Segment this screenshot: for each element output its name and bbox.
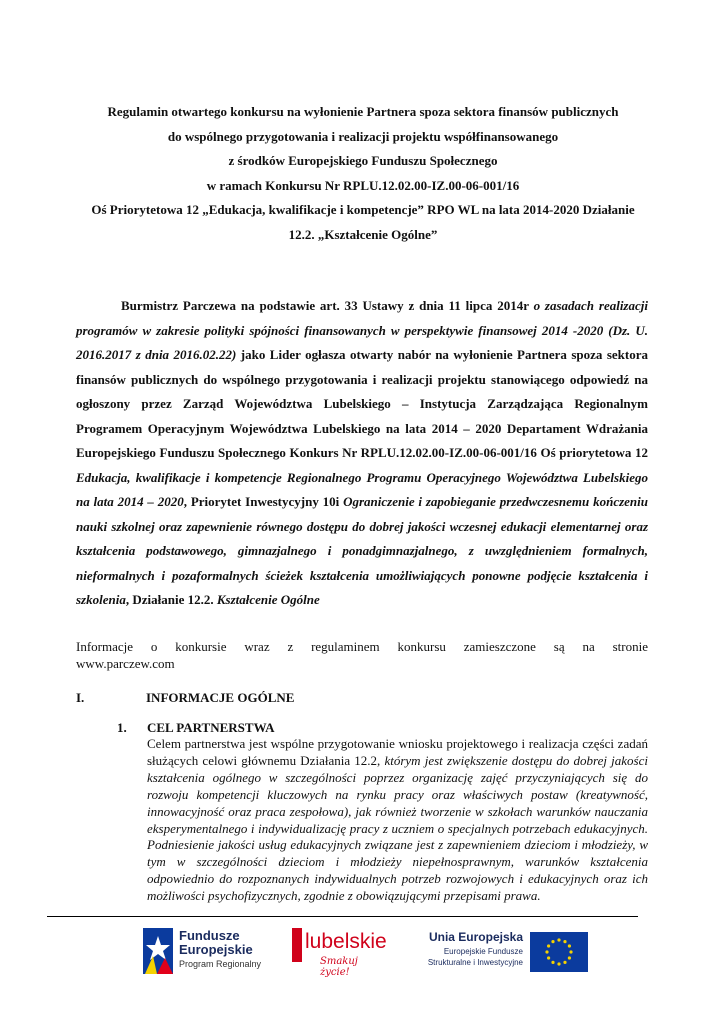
title-line-2: do wspólnego przygotowania i realizacji projektu współfinansowanego [167,128,559,144]
subsection-heading [117,720,275,736]
fe-line-2: Europejskie [179,942,253,957]
info-line [76,638,648,655]
intro-text-7: , Działanie 12.2. [125,592,217,607]
document-title [78,100,648,247]
title-line-4: w ramach Konkursu Nr RPLU.12.02.00-IZ.00-06-001/16 [206,177,520,193]
website-link[interactable]: www.parczew.com [76,656,175,671]
info-word: wraz [244,639,270,654]
footer-divider [47,916,638,917]
intro-paragraph [76,294,648,613]
info-word: na [582,639,595,654]
info-word: konkursie [175,639,227,654]
intro-text-2: o zasadach realizacji programów w zakresie polityki spójności finansowanych w perspektywie finansowej 2014 -2020 (Dz. U. 2016.2017 z dnia 2016.02.22) [76,298,648,362]
info-paragraph [76,638,648,672]
footer-logos [0,920,725,990]
intro-text-3: jako Lider ogłasza otwarty nabór na wyłonienie Partnera spoza sektora finansów publicznych do wspólnego przygotowania i realizacji projektu stanowiącego odpowiedź na ogłoszony przez Zarząd Województwa Lubelskiego – Instytucja Zarządzająca Regionalnym Programem Operacyjnym Województwa Lubelskiego na lata 2014 – 2020 Departament Wdrażania Europejskiego Funduszu Społecznego Konkurs Nr RPLU.12.02.00-IZ.00-06-001/16 Oś priorytetowa 12 [76,347,648,460]
info-word: z [287,639,294,654]
ue-line-1: Unia Europejska [428,930,523,944]
fe-line-3: Program Regionalny [179,959,262,969]
info-word: konkursu [397,639,446,654]
fe-star-icon [143,928,173,974]
title-line-3: z środków Europejskiego Funduszu Społecznego [228,153,498,168]
goal-text-2: którym jest zwiększenie dostępu do dobrej jakości kształcenia ogólnego w szczególności poprzez organizację zajęć przyczyniających się do rozwoju kompetencji kluczowych na rynku pracy oraz właściwych postaw (kreatywność, innowacyjność oraz praca zespołowa), jak również tworzenie w szkołach warunków nauczania eksperymentalnego i indywidualizację pracy z uczniem o specjalnych potrzebach edukacyjnych. Podniesienie jakości usług edukacyjnych związane jest z zapewnieniem dzieciom i młodzieży, w tym w szczególności dzieciom i młodzieży niepełnosprawnym, warunków kształcenia odpowiednio do rozpoznanych indywidualnych potrzeb rozwojowych i edukacyjnych oraz ich możliwości psychofizycznych, zgodnie z obowiązującymi przepisami prawa. [147,752,649,904]
intro-text-4: Edukacja, kwalifikacje i kompetencje Regionalnego Programu Operacyjnego Województwa Lubelskiego na lata 2014 – 2020 [76,469,648,509]
eu-flag-icon [530,932,588,972]
info-word: regulaminem [311,639,380,654]
section-heading [76,690,294,706]
ue-line-3: Strukturalne i Inwestycyjne [427,958,523,967]
lubelskie-name: lubelskie [305,930,387,953]
subsection-title: CEL PARTNERSTWA [147,720,275,735]
lubelskie-mark-icon [292,928,302,962]
section-number: I. [76,690,85,705]
intro-text-6: Ograniczenie i zapobieganie przedwczesnemu kończeniu nauki szkolnej oraz zapewnienie równego dostępu do dobrej jakości wczesnej edukacji elementarnej oraz kształcenia podstawowego, gimnazjalnego i ponadgimnazjalnego, z uwzględnieniem formalnych, nieformalnych i pozaformalnych ścieżek kształcenia umożliwiających ponowne podjęcie kształcenia i szkolenia [76,494,648,607]
info-word: są [553,639,565,654]
goal-text-1: Celem partnerstwa jest wspólne przygotowanie wniosku projektowego i realizacja części zadań służących celowi głównemu Działania 12.2, [147,736,648,768]
intro-text-5: , Priorytet Inwestycyjny 10i [183,494,344,509]
info-word: zamieszczone [463,639,536,654]
partnership-goal-text [147,736,648,905]
info-word: o [150,639,158,654]
subsection-number: 1. [117,720,127,735]
title-line-5: Oś Priorytetowa 12 „Edukacja, kwalifikacje i kompetencje” RPO WL na lata 2014-2020 Działanie [91,202,635,217]
fundusze-europejskie-logo [143,926,268,978]
info-word: Informacje [76,639,134,654]
ue-line-2: Europejskie Fundusze [443,947,523,956]
fe-line-1: Fundusze [179,928,240,943]
info-word: stronie [612,639,648,654]
intro-text-1: Burmistrz Parczewa na podstawie art. 33 Ustawy z dnia 11 lipca 2014r [121,298,534,313]
lubelskie-slogan: Smakuj życie! [320,956,358,978]
section-title: INFORMACJE OGÓLNE [146,690,295,705]
title-line-6: 12.2. „Kształcenie Ogólne” [288,226,438,242]
lubelskie-logo [292,928,387,976]
unia-europejska-logo [413,930,588,975]
title-line-1: Regulamin otwartego konkursu na wyłonienie Partnera spoza sektora finansów publicznych [107,104,619,119]
intro-text-8: Kształcenie Ogólne [216,592,320,607]
